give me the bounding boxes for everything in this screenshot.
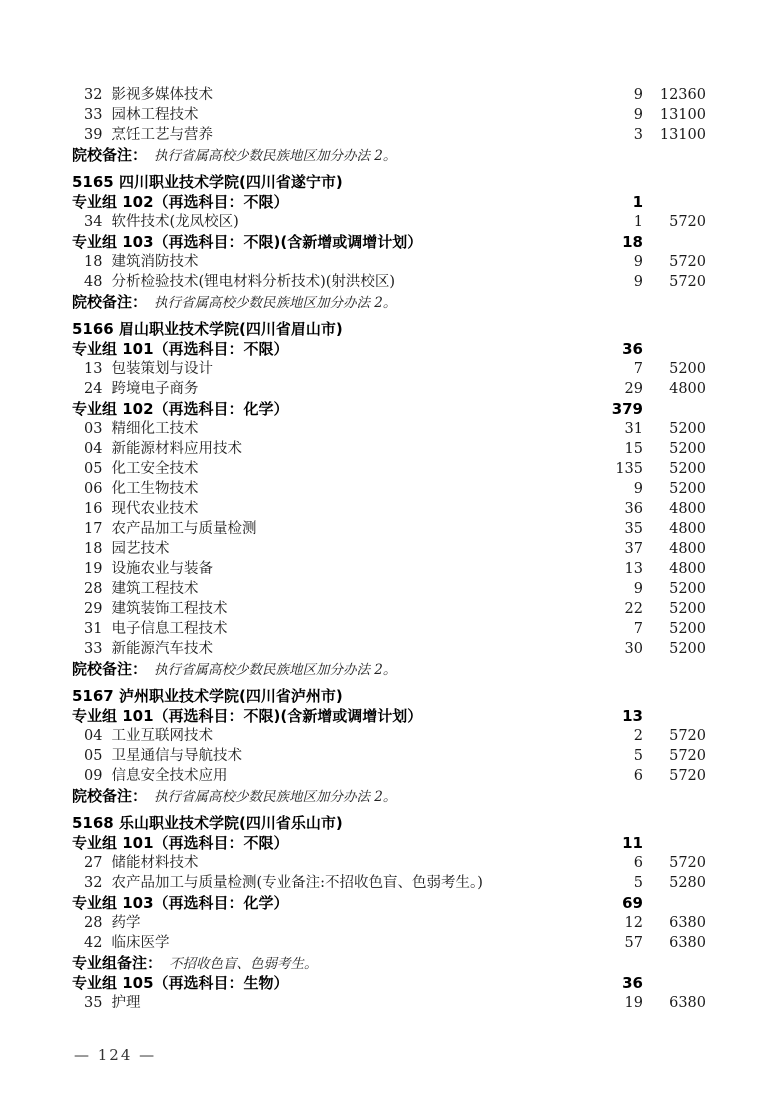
institution-section xyxy=(0,319,777,679)
program-row xyxy=(0,85,777,105)
program-code: 29 xyxy=(84,601,103,617)
plan-count: 9 xyxy=(633,254,643,270)
program-row xyxy=(0,419,777,439)
program-row xyxy=(0,252,777,272)
program-name: 信息安全技术应用 xyxy=(111,768,228,784)
program-row xyxy=(0,873,777,893)
tuition-fee: 13100 xyxy=(659,127,706,143)
program-code: 28 xyxy=(84,915,103,931)
program-code: 04 xyxy=(84,441,103,457)
tuition-fee: 5720 xyxy=(669,274,706,290)
program-code: 31 xyxy=(84,621,103,637)
program-row xyxy=(0,913,777,933)
institution-name: 5165 四川职业技术学院(四川省遂宁市) xyxy=(72,173,343,191)
major-group-name: 专业组 102（再选科目：化学） xyxy=(72,400,289,418)
program-code: 32 xyxy=(84,875,103,891)
note-text: 执行省属高校少数民族地区加分办法 2。 xyxy=(154,295,397,311)
note-row xyxy=(0,953,777,973)
plan-count: 13 xyxy=(622,707,643,725)
program-name: 工业互联网技术 xyxy=(111,728,213,744)
institution-name: 5167 泸州职业技术学院(四川省泸州市) xyxy=(72,687,343,705)
tuition-fee: 5200 xyxy=(669,441,706,457)
program-name: 农产品加工与质量检测(专业备注:不招收色盲、色弱考生。) xyxy=(111,875,483,891)
program-code: 33 xyxy=(84,641,103,657)
program-code: 16 xyxy=(84,501,103,517)
admission-plan-list xyxy=(0,85,777,1013)
major-group-row xyxy=(0,232,777,252)
program-code: 09 xyxy=(84,768,103,784)
program-row xyxy=(0,726,777,746)
major-group-name: 专业组 105（再选科目：生物） xyxy=(72,974,289,992)
note-text: 不招收色盲、色弱考生。 xyxy=(169,956,318,972)
program-row xyxy=(0,619,777,639)
program-name: 现代农业技术 xyxy=(111,501,199,517)
program-code: 42 xyxy=(84,935,103,951)
program-name: 软件技术(龙凤校区) xyxy=(111,214,239,230)
tuition-fee: 5720 xyxy=(669,768,706,784)
plan-count: 30 xyxy=(624,641,643,657)
program-name: 设施农业与装备 xyxy=(111,561,213,577)
tuition-fee: 5720 xyxy=(669,748,706,764)
program-code: 32 xyxy=(84,87,103,103)
institution-section xyxy=(0,686,777,806)
major-group-name: 专业组 101（再选科目：不限） xyxy=(72,340,289,358)
plan-count: 379 xyxy=(611,400,643,418)
plan-count: 22 xyxy=(624,601,643,617)
program-row xyxy=(0,639,777,659)
major-group-name: 专业组 103（再选科目：化学） xyxy=(72,894,289,912)
tuition-fee: 5200 xyxy=(669,421,706,437)
program-code: 18 xyxy=(84,541,103,557)
plan-count: 15 xyxy=(624,441,643,457)
plan-count: 3 xyxy=(633,127,643,143)
program-name: 建筑装饰工程技术 xyxy=(111,601,228,617)
program-row xyxy=(0,439,777,459)
program-row xyxy=(0,272,777,292)
institution-row xyxy=(0,172,777,192)
program-name: 包装策划与设计 xyxy=(111,361,213,377)
tuition-fee: 5720 xyxy=(669,214,706,230)
plan-count: 36 xyxy=(622,340,643,358)
program-name: 园艺技术 xyxy=(111,541,170,557)
tuition-fee: 5720 xyxy=(669,728,706,744)
program-row xyxy=(0,993,777,1013)
program-code: 24 xyxy=(84,381,103,397)
program-name: 农产品加工与质量检测 xyxy=(111,521,257,537)
program-row xyxy=(0,599,777,619)
program-row xyxy=(0,359,777,379)
note-label: 院校备注： xyxy=(72,146,148,164)
note-text: 执行省属高校少数民族地区加分办法 2。 xyxy=(154,789,397,805)
tuition-fee: 6380 xyxy=(669,915,706,931)
tuition-fee: 5200 xyxy=(669,461,706,477)
institution-section xyxy=(0,172,777,312)
major-group-row xyxy=(0,893,777,913)
program-code: 48 xyxy=(84,274,103,290)
institution-row xyxy=(0,813,777,833)
institution-row xyxy=(0,686,777,706)
major-group-name: 专业组 101（再选科目：不限） xyxy=(72,834,289,852)
program-code: 04 xyxy=(84,728,103,744)
note-label: 院校备注： xyxy=(72,293,148,311)
program-name: 护理 xyxy=(111,995,141,1011)
program-code: 06 xyxy=(84,481,103,497)
program-name: 药学 xyxy=(111,915,141,931)
major-group-name: 专业组 102（再选科目：不限） xyxy=(72,193,289,211)
program-name: 跨境电子商务 xyxy=(111,381,199,397)
program-name: 园林工程技术 xyxy=(111,107,199,123)
program-name: 精细化工技术 xyxy=(111,421,199,437)
plan-count: 5 xyxy=(633,748,643,764)
program-name: 卫星通信与导航技术 xyxy=(111,748,242,764)
plan-count: 7 xyxy=(633,621,643,637)
plan-count: 12 xyxy=(624,915,643,931)
program-row xyxy=(0,379,777,399)
major-group-row xyxy=(0,192,777,212)
program-code: 39 xyxy=(84,127,103,143)
tuition-fee: 6380 xyxy=(669,995,706,1011)
program-name: 分析检验技术(锂电材料分析技术)(射洪校区) xyxy=(111,274,396,290)
note-text: 执行省属高校少数民族地区加分办法 2。 xyxy=(154,662,397,678)
program-row xyxy=(0,933,777,953)
program-row xyxy=(0,499,777,519)
plan-count: 9 xyxy=(633,87,643,103)
plan-count: 57 xyxy=(624,935,643,951)
program-code: 35 xyxy=(84,995,103,1011)
plan-count: 31 xyxy=(624,421,643,437)
program-row xyxy=(0,479,777,499)
major-group-name: 专业组 103（再选科目：不限)(含新增或调增计划） xyxy=(72,233,423,251)
note-label: 院校备注： xyxy=(72,660,148,678)
program-name: 化工生物技术 xyxy=(111,481,199,497)
tuition-fee: 12360 xyxy=(659,87,706,103)
program-code: 18 xyxy=(84,254,103,270)
program-row xyxy=(0,459,777,479)
plan-count: 6 xyxy=(633,768,643,784)
tuition-fee: 6380 xyxy=(669,935,706,951)
program-row xyxy=(0,579,777,599)
program-name: 新能源汽车技术 xyxy=(111,641,213,657)
plan-count: 19 xyxy=(624,995,643,1011)
program-name: 化工安全技术 xyxy=(111,461,199,477)
program-name: 烹饪工艺与营养 xyxy=(111,127,213,143)
plan-count: 29 xyxy=(624,381,643,397)
tuition-fee: 13100 xyxy=(659,107,706,123)
tuition-fee: 5280 xyxy=(669,875,706,891)
plan-count: 9 xyxy=(633,107,643,123)
plan-count: 6 xyxy=(633,855,643,871)
program-code: 03 xyxy=(84,421,103,437)
major-group-row xyxy=(0,706,777,726)
note-label: 专业组备注： xyxy=(72,954,163,972)
plan-count: 37 xyxy=(624,541,643,557)
note-row xyxy=(0,659,777,679)
program-code: 05 xyxy=(84,461,103,477)
program-name: 影视多媒体技术 xyxy=(111,87,213,103)
program-row xyxy=(0,853,777,873)
tuition-fee: 5720 xyxy=(669,855,706,871)
tuition-fee: 4800 xyxy=(669,501,706,517)
program-row xyxy=(0,746,777,766)
tuition-fee: 5200 xyxy=(669,601,706,617)
program-name: 临床医学 xyxy=(111,935,170,951)
note-text: 执行省属高校少数民族地区加分办法 2。 xyxy=(154,148,397,164)
major-group-row xyxy=(0,973,777,993)
program-row xyxy=(0,125,777,145)
plan-count: 135 xyxy=(615,461,643,477)
major-group-row xyxy=(0,399,777,419)
program-code: 17 xyxy=(84,521,103,537)
program-row xyxy=(0,559,777,579)
program-code: 05 xyxy=(84,748,103,764)
note-row xyxy=(0,145,777,165)
note-row xyxy=(0,292,777,312)
program-name: 新能源材料应用技术 xyxy=(111,441,242,457)
note-label: 院校备注： xyxy=(72,787,148,805)
plan-count: 9 xyxy=(633,581,643,597)
institution-name: 5168 乐山职业技术学院(四川省乐山市) xyxy=(72,814,343,832)
program-code: 19 xyxy=(84,561,103,577)
plan-count: 11 xyxy=(622,834,643,852)
program-code: 34 xyxy=(84,214,103,230)
plan-count: 9 xyxy=(633,274,643,290)
institution-section xyxy=(0,85,777,165)
tuition-fee: 4800 xyxy=(669,541,706,557)
note-row xyxy=(0,786,777,806)
major-group-name: 专业组 101（再选科目：不限)(含新增或调增计划） xyxy=(72,707,423,725)
program-row xyxy=(0,539,777,559)
program-row xyxy=(0,519,777,539)
program-code: 28 xyxy=(84,581,103,597)
plan-count: 7 xyxy=(633,361,643,377)
tuition-fee: 4800 xyxy=(669,561,706,577)
tuition-fee: 5200 xyxy=(669,621,706,637)
major-group-row xyxy=(0,833,777,853)
plan-count: 1 xyxy=(632,193,643,211)
tuition-fee: 4800 xyxy=(669,521,706,537)
plan-count: 18 xyxy=(622,233,643,251)
tuition-fee: 4800 xyxy=(669,381,706,397)
program-name: 建筑工程技术 xyxy=(111,581,199,597)
plan-count: 69 xyxy=(622,894,643,912)
plan-count: 35 xyxy=(624,521,643,537)
institution-section xyxy=(0,813,777,1013)
program-name: 电子信息工程技术 xyxy=(111,621,228,637)
plan-count: 1 xyxy=(633,214,643,230)
program-row xyxy=(0,766,777,786)
program-name: 建筑消防技术 xyxy=(111,254,199,270)
tuition-fee: 5720 xyxy=(669,254,706,270)
program-code: 27 xyxy=(84,855,103,871)
tuition-fee: 5200 xyxy=(669,481,706,497)
program-code: 13 xyxy=(84,361,103,377)
page-number: — 124 — xyxy=(74,1046,157,1064)
program-name: 储能材料技术 xyxy=(111,855,199,871)
tuition-fee: 5200 xyxy=(669,641,706,657)
plan-count: 36 xyxy=(622,974,643,992)
institution-name: 5166 眉山职业技术学院(四川省眉山市) xyxy=(72,320,343,338)
plan-count: 2 xyxy=(633,728,643,744)
plan-count: 9 xyxy=(633,481,643,497)
tuition-fee: 5200 xyxy=(669,361,706,377)
plan-count: 36 xyxy=(624,501,643,517)
tuition-fee: 5200 xyxy=(669,581,706,597)
plan-count: 13 xyxy=(624,561,643,577)
program-row xyxy=(0,212,777,232)
institution-row xyxy=(0,319,777,339)
program-code: 33 xyxy=(84,107,103,123)
major-group-row xyxy=(0,339,777,359)
plan-count: 5 xyxy=(633,875,643,891)
program-row xyxy=(0,105,777,125)
